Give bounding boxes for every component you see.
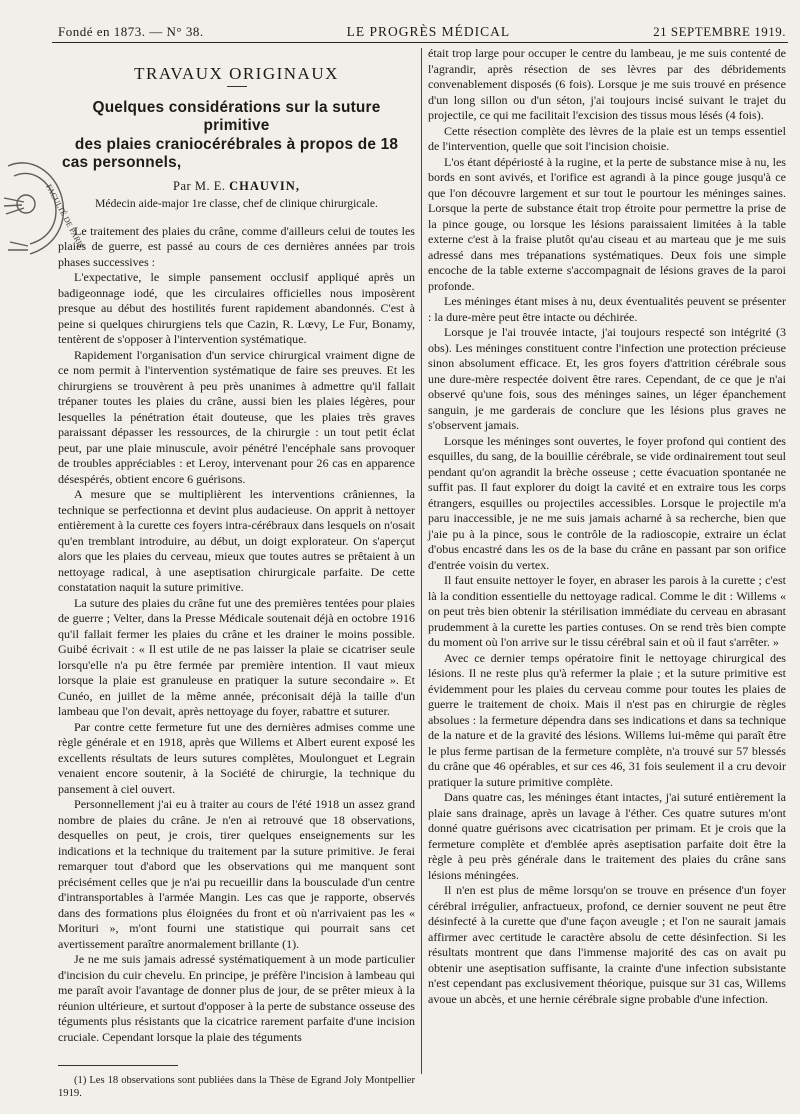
running-head bbox=[58, 24, 786, 40]
paragraph: L'expectative, le simple pansement occlusif appliqué après un badigeonnage iodé, que les circulaires officielles nous imposèrent presque au début des hostilités furent rapidement abandonnés. C'est à peine si quelques chirurgiens tels que Cazin, R. Lœvy, Le Fur, Bonamy, tentèrent de s'opposer à l'intervention systématique. bbox=[58, 270, 415, 346]
paragraph: Rapidement l'organisation d'un service chirurgical vraiment digne de ce nom permit à l'intervention systématique de faire ses preuves. Et les chirurgiens se trouvèrent à peu près unanimes à admettre qu'il fallait trépaner toutes les plaies du crâne, aussi bien les plaies légères, pour lesquelles la pénétration était douteuse, que les plaies très graves paraissant dépasser les ressources, de la chirurgie : un tout petit éclat peut, par une plaie minuscule, avoir pénétré l'encéphale sans provoquer de troubles appréciables : et Leroy, intervenant pour 26 cas en apparence désespérés, obtient encore 6 guérisons. bbox=[58, 347, 415, 486]
byline bbox=[58, 179, 415, 195]
article-title-line: des plaies craniocérébrales à propos de 18 bbox=[74, 135, 399, 153]
byline-prefix: Par M. E. bbox=[173, 178, 226, 193]
author-name: CHAUVIN, bbox=[229, 178, 300, 193]
header-date: 21 SEPTEMBRE 1919. bbox=[653, 24, 786, 39]
article-title bbox=[58, 99, 415, 173]
article-title-line: cas personnels, bbox=[62, 154, 182, 171]
header-rule bbox=[52, 42, 788, 43]
left-column bbox=[58, 54, 415, 1100]
header-journal-title: LE PROGRÈS MÉDICAL bbox=[346, 24, 511, 39]
article-title-line: Quelques considérations sur la suture primitive bbox=[92, 98, 381, 134]
section-dash bbox=[227, 86, 247, 87]
paragraph: La suture des plaies du crâne fut une des premières tentées pour plaies de guerre ; Velter, dans la Presse Médicale soutenait déjà en octobre 1916 qu'il fallait fermer les plaies du crâne et les drainer le moins possible. Guibé écrivait : « Il est utile de ne pas laisser la plaie se cicatriser seule lorsqu'elle n'a pu être fermée par première intention. Il vaut mieux lorsque la plaie est granuleuse en pratiquer la suture secondaire ». Et Cunéo, en juillet de la même année, préconisait déjà la taille d'un lambeau que l'on devait, après nettoyage du foyer, rabattre et suturer. bbox=[58, 595, 415, 718]
paragraph: A mesure que se multiplièrent les interventions crâniennes, la technique se perfectionna et devint plus audacieuse. On apprit à nettoyer entièrement à la curette ces foyers intra-cérébraux dans lesquels on n'osait qu'en tremblant introduire, au début, un doigt explorateur. On s'aperçut alors que les plaies du cerveau, mieux que toutes autres se prêtaient à un nettoyage radical, à une aseptisation chirurgicale parfaite. De cette constatation naquit la suture primitive. bbox=[58, 487, 415, 594]
column-divider bbox=[421, 48, 422, 1074]
footnote-rule bbox=[58, 1065, 178, 1066]
paragraph: Avec ce dernier temps opératoire finit le nettoyage chirurgical des lésions. Il ne reste plus qu'à refermer la plaie ; et la suture primitive est évidemment pour les plaies du cerveau comme pour toutes les plaies de guerre le traitement de choix. Mais il n'est pas en chirurgie de règles absolues : la fermeture dépendra dans ses indications et dans sa technique de la nature et de la gravité des lésions. Willems lui-même qui paraît être le plus ferme partisan de la fermeture complète, n'a trouvé sur 57 blessés du crâne que 46 opérables, et sur ces 46, 31 fois seulement il a cru devoir pratiquer la suture primitive complète. bbox=[428, 650, 786, 789]
header-founding: Fondé en 1873. — N° 38. bbox=[58, 24, 204, 39]
paragraph: Lorsque les méninges sont ouvertes, le foyer profond qui contient des esquilles, du sang, de la bouillie cérébrale, se vide ordinairement tout seul pendant qu'on agrandit la brèche osseuse ; cette évacuation spontanée ne suffit pas. Il faut explorer du doigt la cavité et en extraire tous les corps étrangers, esquilles ou projectiles accessibles. Lorsque le projectile m'a paru inaccessible, je ne me suis jamais acharné à sa recherche, bien que j'aie pu à la pince, sous le contrôle de la radioscopie, extraire un éclat d'obus encastré dans les os de la base du crâne en passant par son orifice d'entrée voisin du vertex. bbox=[428, 433, 786, 572]
paragraph: L'os étant dépériosté à la rugine, et la perte de substance mise à nu, les bords en sont avivés, et l'orifice est agrandi à la pince gouge jusqu'à ce que l'on découvre largement et sur tout le pourtour les méninges saines. Lorsque la perte de substance était trop étroite pour permettre la prise de la pince gouge, ou lorsque les lésions paraissaient limitées à la table externe c'est à la fraise plutôt qu'au ciseau et au marteau que je me suis adressé dans mes trépanations systématiques. Deux fois une simple encoche de la table externe s'accompagnait de lésions graves de la paroi profonde. bbox=[428, 154, 786, 293]
paragraph: Il faut ensuite nettoyer le foyer, en abraser les parois à la curette ; c'est là la condition essentielle du nettoyage radical. Comme le dit : Willems « on peut très bien obtenir la stérilisation immédiate du cerveau en abrasant prudemment à la curette les parties contuses. On se rend très bien compte du moment où l'on arrive sur le tissu cérébral sain et où il faut s'arrêter. » bbox=[428, 573, 786, 649]
paragraph: Cette résection complète des lèvres de la plaie est un temps essentiel de l'intervention, quelle que soit l'incision choisie. bbox=[428, 123, 786, 153]
paragraph: Par contre cette fermeture fut une des dernières admises comme une règle générale et en 1918, après que Willems et Albert eurent exposé les excellents résultats de leurs sutures complètes, Moulonguet et Legrain venaient encore soutenir, à la Société de chirurgie, la technique du pansement à ciel ouvert. bbox=[58, 719, 415, 796]
footnote: (1) Les 18 observations sont publiées dans la Thèse de Egrand Joly Montpellier 1919. bbox=[58, 1075, 415, 1099]
paragraph: Je ne me suis jamais adressé systématiquement à un mode particulier d'incision du cuir chevelu. En principe, je préfère l'incision à lambeau qui me paraît avoir l'avantage de donner plus de jour, de se prêter mieux à la réunion ultérieure, et surtout d'opposer à la perte de substance osseuse des téguments plus résistants que la cicatrice rarement parfaite d'une incision cruciale. Cependant lorsque la plaie des téguments bbox=[58, 952, 415, 1044]
paragraph: Il n'en est plus de même lorsqu'on se trouve en présence d'un foyer cérébral irrégulier, anfractueux, profond, ce dernier souvent ne peut être désinfecté à la curette que d'une façon aveugle ; et l'on ne saurait jamais affirmer avec certitude le caractère absolu de cette désinfection. Si les résultats montrent que dans l'immense majorité des cas on avait pu obtenir une aseptisation suffisante, la crainte d'une infection subsistante n'est cependant pas exclusivement théorique, puisque sur 31 cas, Willems avoue un abcès, et une hernie cérébrale signe probable d'une infection. bbox=[428, 883, 786, 1006]
author-affiliation: Médecin aide-major 1re classe, chef de clinique chirurgicale. bbox=[95, 197, 378, 210]
right-column bbox=[428, 46, 786, 1007]
section-title: TRAVAUX ORIGINAUX bbox=[134, 64, 339, 83]
paragraph: Personnellement j'ai eu à traiter au cours de l'été 1918 un assez grand nombre de plaies du crâne. Je n'en ai retrouvé que 18 observations, desquelles on peut, je crois, tirer quelques enseignements sur les indications et la technique du traitement par la suture primitive. Je ferai remarquer tout d'abord que les observations qui me manquent sont précisément celles que je n'ai pu recueillir dans la bousculade d'un centre d'intransportables à l'armée Mangin. Les cas que je rapporte, observés dans des formations plus éloignées du front et où n'arrivaient pas les « Morituri », m'ont fourni une statistique qui pourrait sans cet avertissement paraître anormalement brillante (1). bbox=[58, 797, 415, 951]
paragraph: Lorsque je l'ai trouvée intacte, j'ai toujours respecté son intégrité (3 obs). Les méninges constituent contre l'infection une protection précieuse sinon absolument efficace. Et, les gros foyers d'attrition cérébrale sous une dure-mère respectée doivent être rares. Cependant, de ce que je n'ai observé qu'une fois, sous des méninges saines, un léger épanchement sanguin, je me garderais de conclure que les lésions plus graves ne s'observent jamais. bbox=[428, 325, 786, 432]
stamp-text: FACULTÉ DE PARIS bbox=[44, 182, 86, 250]
paragraph: Le traitement des plaies du crâne, comme d'ailleurs celui de toutes les plaies de guerre, est passé au cours de ces dernières années par trois phases successives : bbox=[58, 223, 415, 269]
paragraph: Dans quatre cas, les méninges étant intactes, j'ai suturé entièrement la plaie sans drainage, après un lavage à l'éther. Ces quatre sutures m'ont donné quatre guérisons avec cicatrisation per primam. Et je crois que la fermeture complète et d'emblée après aseptisation parfaite doit être la règle à peu près générale dans le traitement des plaies du crâne sans lésions méningées. bbox=[428, 790, 786, 882]
paragraph: était trop large pour occuper le centre du lambeau, je me suis contenté de l'agrandir, après résection de ses lèvres par des débridements convenablement disposés (6 fois). Lorsque je me suis trouvé en présence d'un long sillon ou d'un séton, j'ai toujours incisé suivant le trajet du projectile, ce qui me facilitait l'excision des tissus mous lésés (4 fois). bbox=[428, 46, 786, 122]
paragraph: Les méninges étant mises à nu, deux éventualités peuvent se présenter : la dure-mère peut être intacte ou déchirée. bbox=[428, 294, 786, 324]
